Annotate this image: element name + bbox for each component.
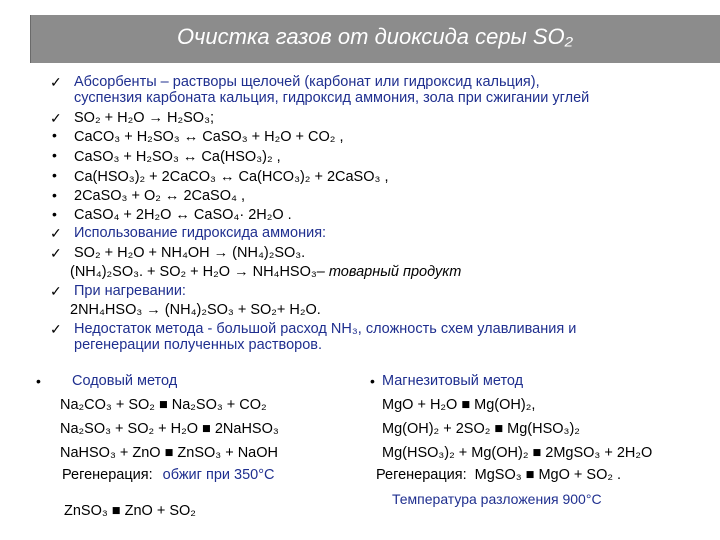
heating-heading: При нагревании:	[74, 283, 186, 299]
magnesite-regeneration	[376, 466, 621, 484]
reaction-line-3: CaSO₃ + H₂SO₃ ↔ Ca(HSO₃)₂ ,	[74, 149, 281, 165]
slide-title: Очистка газов от диоксида серы SO₂	[176, 24, 574, 49]
heating-reaction: 2NH₄HSO₃ → (NH₄)₂SO₃ + SO₂+ H₂O.	[70, 302, 321, 318]
check-marker: ✓	[50, 225, 62, 241]
reaction-line-6: CaSO₄ + 2H₂O ↔ CaSO₄· 2H₂O .	[74, 207, 292, 223]
drawback-line-2: регенерации полученных растворов.	[74, 337, 323, 353]
bullet-marker: •	[52, 187, 57, 203]
drawback-line-1: Недостаток метода - большой расход NH₃, сложность схем улавливания и	[74, 321, 577, 337]
absorbents-line-1: Абсорбенты – растворы щелочей (карбонат или гидроксид кальция),	[74, 74, 540, 90]
check-marker: ✓	[50, 321, 62, 337]
check-marker: ✓	[50, 74, 62, 90]
soda-reaction-1: Na₂CO₃ + SO₂ ■ Na₂SO₃ + CO₂	[60, 397, 267, 413]
soda-regeneration-text: обжиг при 350°С	[162, 467, 275, 483]
soda-regeneration-label: Регенерация:	[62, 467, 153, 483]
bullet-marker: •	[52, 147, 57, 163]
magnesite-method-heading: Магнезитовый метод	[382, 373, 524, 389]
soda-reaction-2: Na₂SO₃ + SO₂ + H₂O ■ 2NaHSO₃	[60, 421, 279, 437]
soda-reaction-3: NaHSO₃ + ZnO ■ ZnSO₃ + NaOH	[60, 445, 278, 461]
check-marker: ✓	[50, 283, 62, 299]
bullet-marker: •	[52, 167, 57, 183]
magnesite-reaction-2: Mg(OH)₂ + 2SO₂ ■ Mg(HSO₃)₂	[382, 421, 580, 437]
soda-regeneration	[62, 466, 275, 484]
magnesite-regeneration-label: Регенерация:	[376, 467, 467, 483]
soda-reaction-5: ZnSO₃ ■ ZnO + SO₂	[64, 503, 196, 519]
reaction-line-4: Ca(HSO₃)₂ + 2CaCO₃ ↔ Ca(HCO₃)₂ + 2CaSO₃ ,	[74, 169, 389, 185]
magnesite-reaction-3: Mg(HSO₃)₂ + Mg(OH)₂ ■ 2MgSO₃ + 2H₂O	[382, 445, 653, 461]
decomposition-temperature: Температура разложения 900°С	[392, 491, 602, 507]
reaction-line-2: CaCO₃ + H₂SO₃ ↔ CaSO₃ + H₂O + CO₂ ,	[74, 129, 344, 145]
ammonia-reaction-2-formula: (NH₄)₂SO₃. + SO₂ + H₂O → NH₄HSO₃	[70, 264, 317, 280]
magnesite-reaction-1: MgO + H₂O ■ Mg(OH)₂,	[382, 397, 536, 413]
bullet-marker: •	[52, 127, 57, 143]
bullet-marker: •	[52, 206, 57, 222]
magnesite-regeneration-text: MgSO₃ ■ MgO + SO₂ .	[474, 467, 622, 483]
check-marker: ✓	[50, 110, 62, 126]
bullet-marker: •	[370, 373, 375, 389]
ammonia-reaction-1: SO₂ + H₂O + NH₄OH → (NH₄)₂SO₃.	[74, 245, 306, 261]
product-note: – товарный продукт	[316, 264, 462, 280]
reaction-line-1: SO₂ + H₂O → H₂SO₃;	[74, 110, 215, 126]
bullet-marker: •	[36, 373, 41, 389]
soda-method-heading: Содовый метод	[72, 373, 178, 389]
ammonia-heading: Использование гидроксида аммония:	[74, 225, 327, 241]
reaction-line-5: 2CaSO₃ + O₂ ↔ 2CaSO₄ ,	[74, 188, 245, 204]
check-marker: ✓	[50, 245, 62, 261]
absorbents-line-2: суспензия карбоната кальция, гидроксид аммония, зола при сжигании углей	[74, 90, 590, 106]
ammonia-reaction-2	[70, 263, 461, 281]
